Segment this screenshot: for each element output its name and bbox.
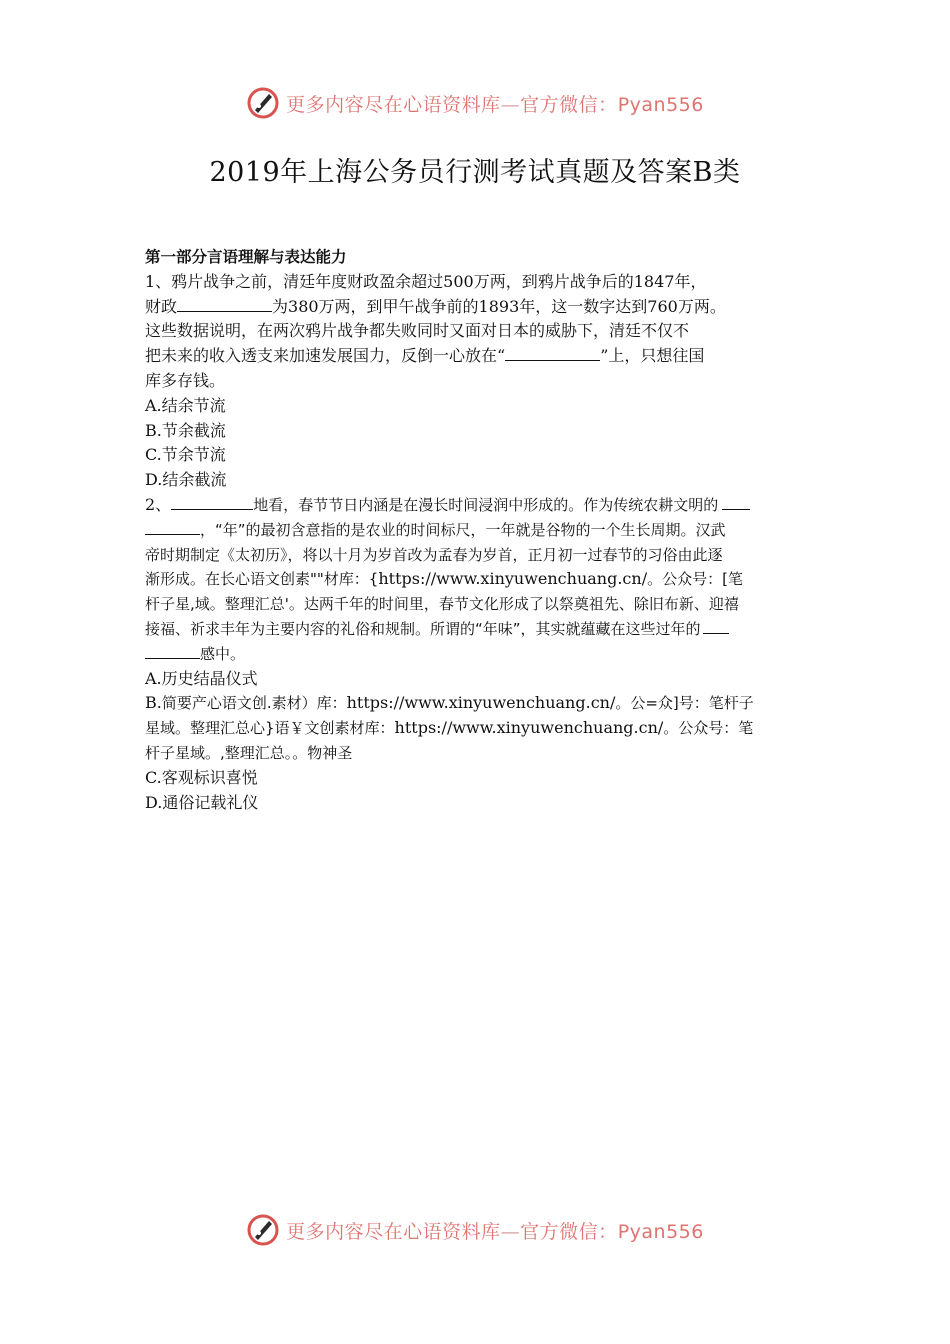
section-heading: 第一部分言语理解与表达能力 [145, 248, 347, 266]
q2-line-7: 感中。 [145, 642, 817, 667]
q1-option-a: A.结余节流 [145, 395, 226, 415]
q2-option-c: C.客观标识喜悦 [145, 767, 258, 787]
answer-blank [703, 617, 729, 634]
q2-option-b-line-1: B.简要产心语文创.素材）库：https://www.xinyuwenchuang.cn/。公=众]号：笔杆子 [145, 693, 754, 713]
answer-blank [145, 642, 200, 659]
q2-line-1: 2、 地看，春节节日内涵是在漫长时间浸润中形成的。作为传统农耕文明的 [145, 493, 817, 518]
answer-blank [722, 493, 750, 510]
document-body [145, 245, 817, 815]
q2-line-2: ，“年”的最初含意指的是农业的时间标尺，一年就是谷物的一个生长周期。汉武 [145, 518, 817, 543]
banner-text: 更多内容尽在心语资料库—官方微信：Pyan556 [286, 93, 704, 116]
answer-blank [145, 518, 200, 535]
logo-icon [246, 86, 280, 120]
q2-line-6: 接福、祈求丰年为主要内容的礼俗和规制。所谓的“年味”，其实就蕴藏在这些过年的 [145, 617, 817, 642]
page-title: 2019年上海公务员行测考试真题及答案B类 [209, 157, 741, 188]
answer-blank [505, 344, 600, 361]
q2-line-3: 帝时期制定《太初历》，将以十月为岁首改为孟春为岁首，正月初一过春节的习俗由此逐 [145, 545, 723, 564]
q2-option-a: A.历史结晶仪式 [145, 668, 258, 688]
q2-option-b-line-3: 杆子星域。,整理汇总。。物神圣 [145, 743, 353, 762]
banner-text: 更多内容尽在心语资料库—官方微信：Pyan556 [286, 1220, 704, 1243]
q2-option-d: D.通俗记载礼仪 [145, 792, 259, 812]
q1-line-4: 把未来的收入透支来加速发展国力，反倒一心放在“ ”上，只想往国 [145, 346, 705, 366]
answer-blank [177, 295, 272, 312]
q1-option-d: D.结余截流 [145, 470, 227, 490]
q1-option-b: B.节余截流 [145, 420, 226, 440]
q1-line-2: 财政 为380万两，到甲午战争前的1893年，这一数字达到760万两。 [145, 296, 726, 316]
q2-option-b-line-2: 星域。整理汇总心}语￥文创素材库：https://www.xinyuwenchuang.cn/。公众号：笔 [145, 718, 754, 738]
q2-line-5: 杆子星,域。整理汇总'。达两千年的时间里，春节文化形成了以祭奠祖先、除旧布新、迎禧 [145, 595, 739, 614]
footer-banner [0, 1210, 950, 1250]
q1-line-1: 1、鸦片战争之前，清廷年度财政盈余超过500万两，到鸦片战争后的1847年， [145, 271, 707, 291]
q1-option-c: C.节余节流 [145, 445, 226, 465]
q1-line-5: 库多存钱。 [145, 370, 226, 390]
header-banner [0, 83, 950, 123]
answer-blank [171, 493, 253, 510]
q1-line-3: 这些数据说明，在两次鸦片战争都失败同时又面对日本的威胁下，清廷不仅不 [145, 321, 690, 341]
logo-icon [246, 1213, 280, 1247]
q2-line-4: 渐形成。在长心语文创素""材库：{https://www.xinyuwenchuang.cn/。公众号：[笔 [145, 569, 743, 589]
